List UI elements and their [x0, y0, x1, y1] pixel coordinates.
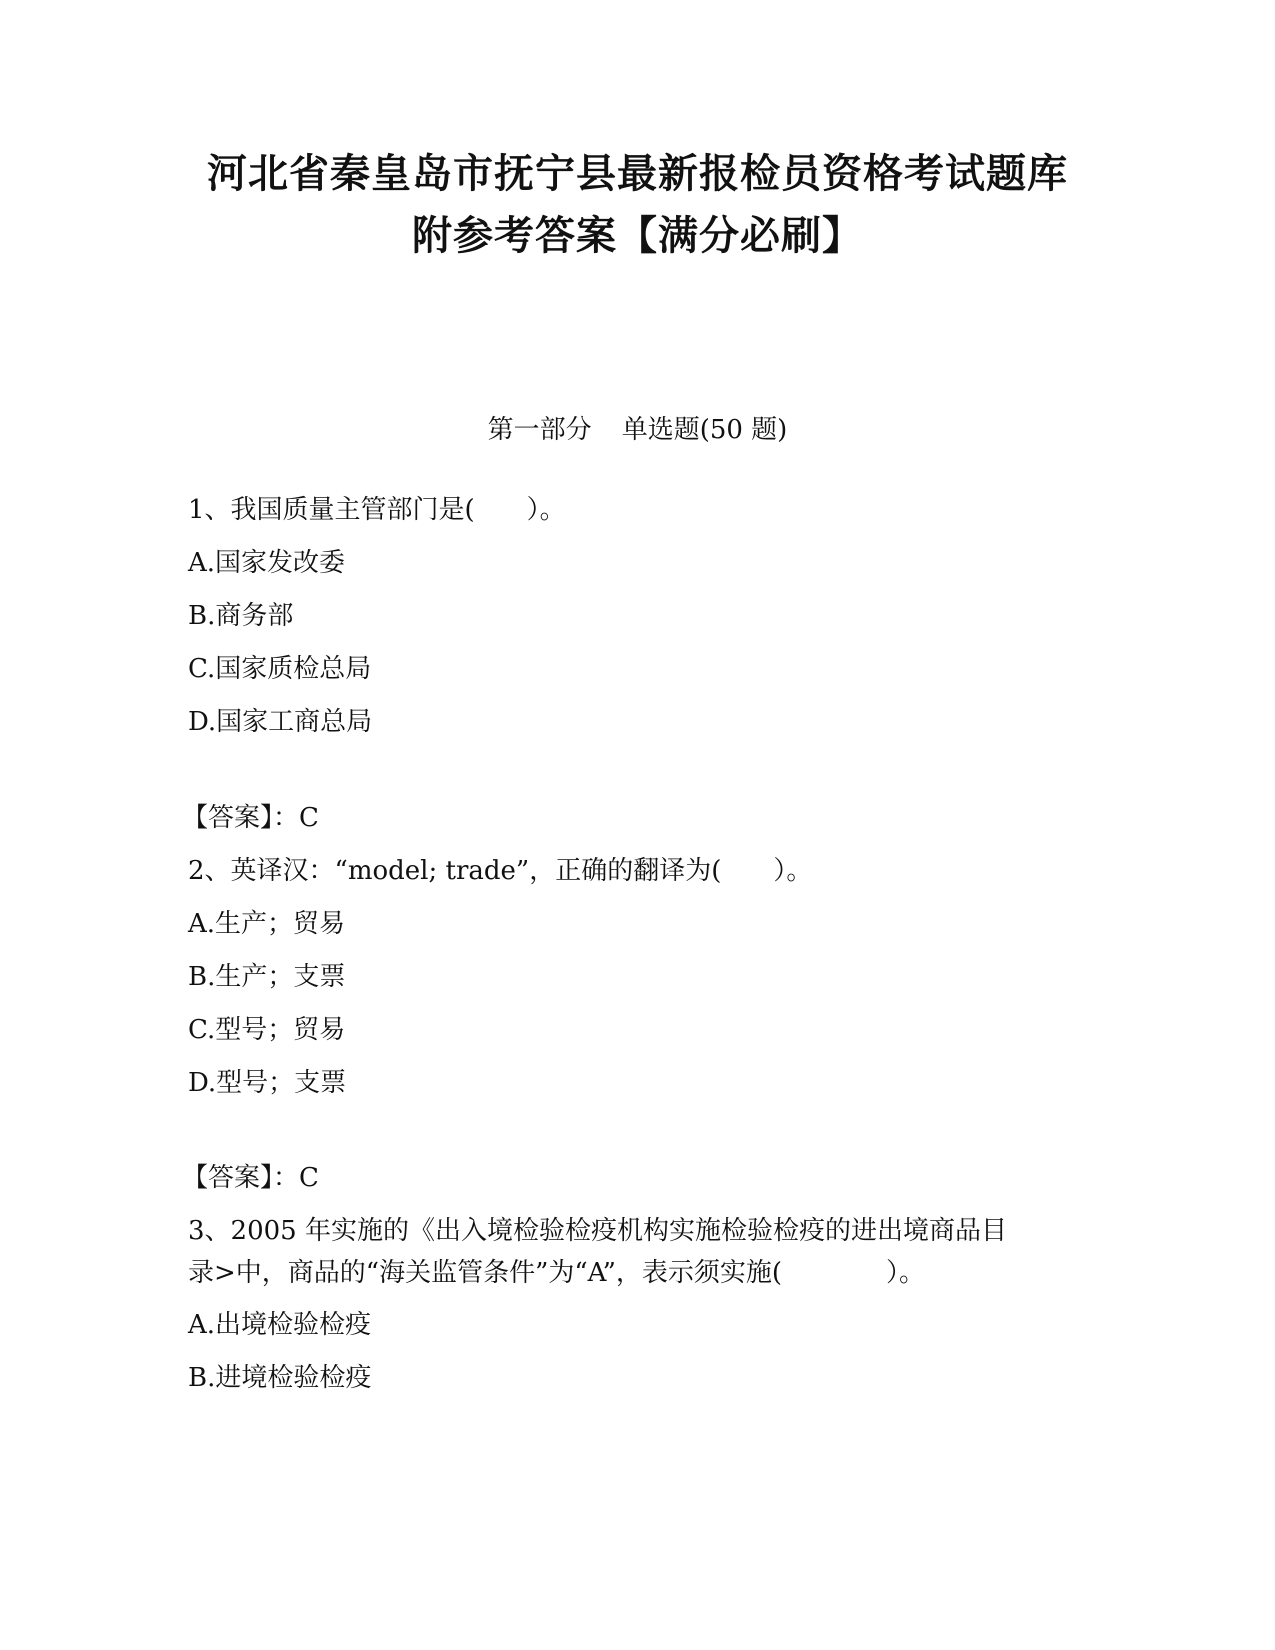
question-3-option-b: B.进境检验检疫 — [188, 1363, 372, 1393]
question-2-option-a: A.生产；贸易 — [188, 909, 346, 939]
question-2-option-d: D.型号；支票 — [188, 1068, 347, 1098]
question-1-answer: 【答案】：C — [182, 803, 319, 833]
question-2-option-c: C.型号；贸易 — [188, 1015, 346, 1045]
question-2-answer: 【答案】：C — [182, 1163, 319, 1193]
question-3-option-a: A.出境检验检疫 — [188, 1310, 372, 1340]
question-1-option-d: D.国家工商总局 — [188, 707, 373, 737]
question-1-stem: 1、我国质量主管部门是( ）。 — [188, 495, 566, 525]
section-part: 第一部分 — [487, 415, 592, 445]
section-name: 单选题(50 题) — [621, 415, 788, 445]
question-2-stem: 2、英译汉：“model; trade”，正确的翻译为( ）。 — [188, 856, 813, 886]
section-heading — [0, 414, 1275, 446]
question-2-option-b: B.生产；支票 — [188, 962, 346, 992]
document-title-line-2: 附参考答案【满分必刷】 — [412, 213, 863, 259]
question-3-stem-line-2: 录>中，商品的“海关监管条件”为“A”，表示须实施( ）。 — [188, 1258, 926, 1288]
question-1-option-c: C.国家质检总局 — [188, 654, 372, 684]
question-1-option-b: B.商务部 — [188, 601, 294, 631]
question-3-stem-line-1: 3、2005 年实施的《出入境检验检疫机构实施检验检疫的进出境商品目 — [188, 1216, 1007, 1246]
document-title-line-1: 河北省秦皇岛市抚宁县最新报检员资格考试题库 — [207, 151, 1068, 197]
question-1-option-a: A.国家发改委 — [188, 548, 346, 578]
